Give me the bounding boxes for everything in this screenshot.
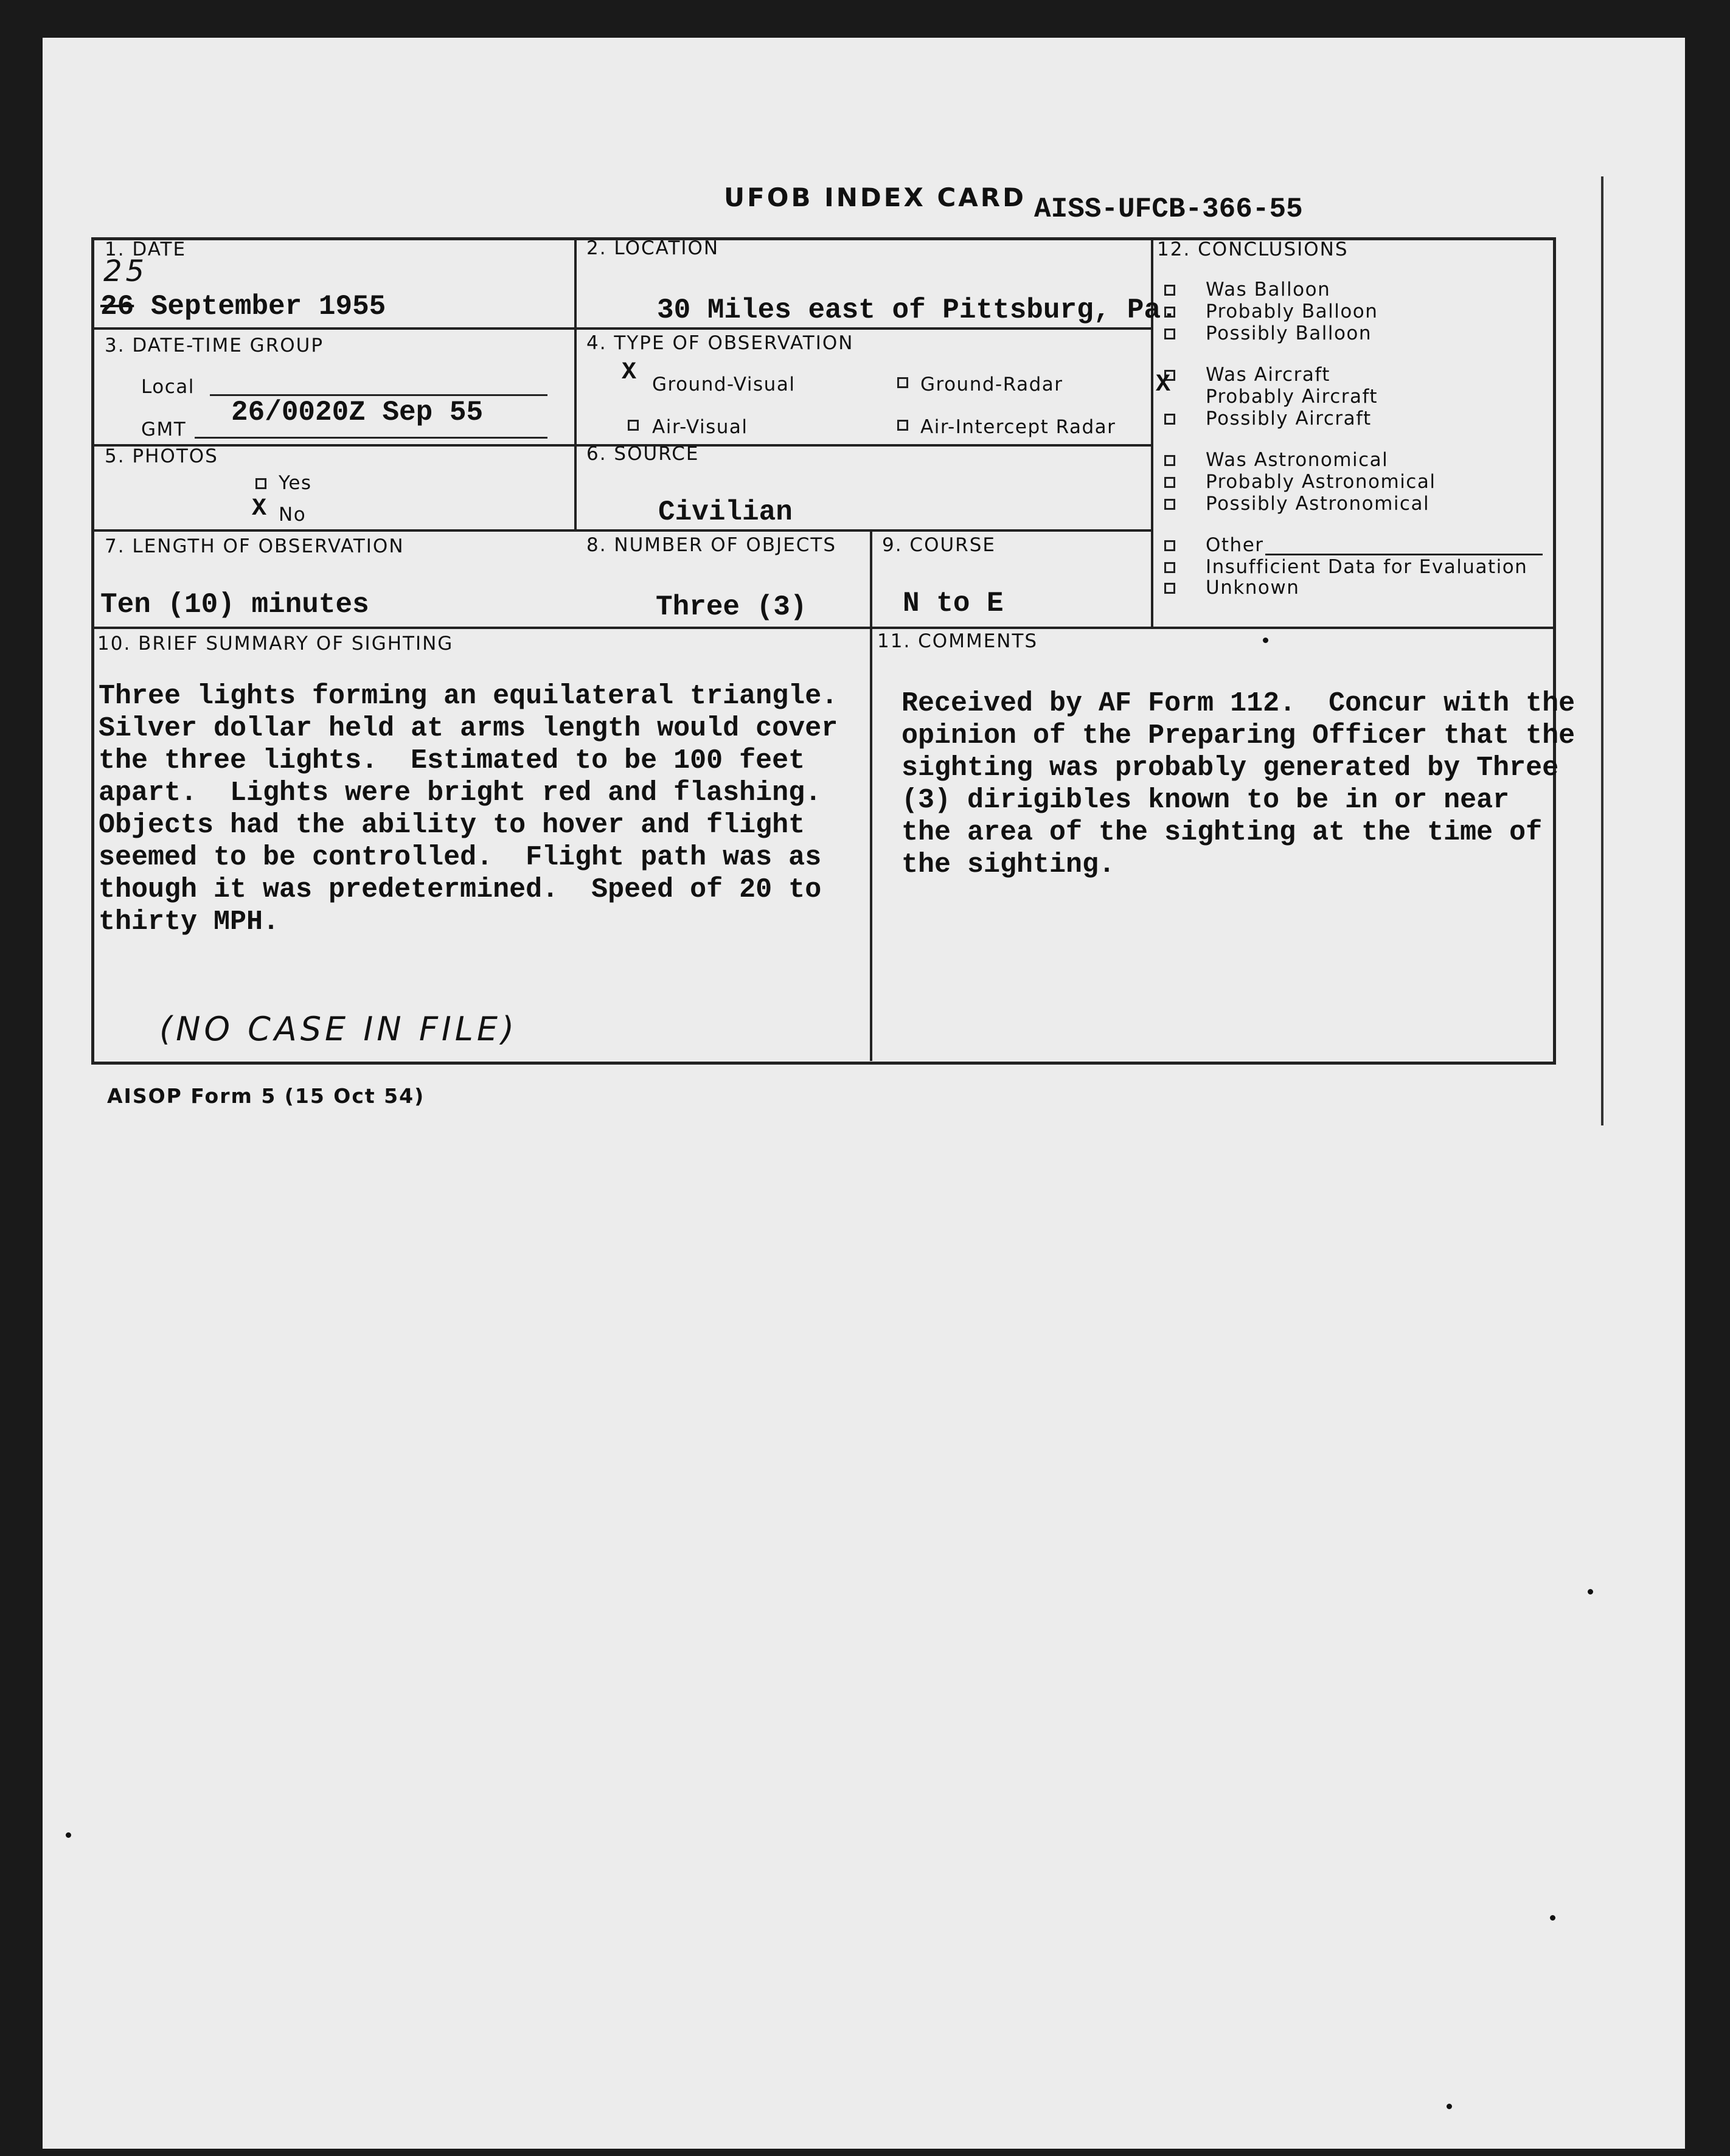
- speck: [1588, 1589, 1593, 1594]
- card-edge: [1601, 176, 1603, 1125]
- photos-yes-checkbox: [255, 478, 266, 489]
- course-label: 9. COURSE: [882, 534, 996, 556]
- card-number: AISS-UFCB-366-55: [1034, 193, 1303, 225]
- air-visual-option: Air-Visual: [652, 416, 748, 438]
- dtg-gmt-line: [195, 437, 547, 439]
- date-struck-day: 26: [100, 291, 134, 322]
- comments-line: the sighting.: [901, 849, 1116, 880]
- speck: [66, 1832, 71, 1838]
- form-id: AISOP Form 5 (15 Oct 54): [107, 1084, 425, 1108]
- divider: [92, 529, 1151, 532]
- divider: [92, 327, 1151, 330]
- conclusion-item: Was Aircraft: [1206, 364, 1330, 386]
- air-visual-checkbox: [628, 420, 639, 431]
- air-intercept-radar-option: Air-Intercept Radar: [920, 416, 1116, 438]
- photos-label: 5. PHOTOS: [105, 445, 218, 467]
- handwritten-note: (NO CASE IN FILE): [159, 1010, 518, 1048]
- comments-line: Received by AF Form 112. Concur with the: [901, 688, 1575, 719]
- air-intercept-radar-checkbox: [897, 420, 908, 431]
- conclusion-item: Probably Aircraft: [1206, 386, 1378, 408]
- source-value: Civilian: [658, 496, 793, 528]
- divider: [92, 627, 1554, 629]
- dtg-local-line: [210, 394, 547, 396]
- conclusion-item: Probably Astronomical: [1206, 471, 1436, 493]
- photos-no-option: No: [279, 504, 307, 526]
- conclusion-item: Possibly Balloon: [1206, 322, 1372, 344]
- conclusion-checkbox: [1164, 455, 1175, 466]
- summary-line: Silver dollar held at arms length would cover: [99, 713, 838, 744]
- comments-line: sighting was probably generated by Three: [901, 753, 1559, 784]
- conclusion-item: Was Balloon: [1206, 279, 1331, 301]
- dtg-gmt-label: GMT: [141, 419, 187, 440]
- objects-value: Three (3): [656, 591, 807, 623]
- card-title: UFOB INDEX CARD: [724, 183, 1027, 212]
- speck: [1263, 638, 1268, 643]
- divider: [870, 530, 872, 628]
- summary-line: thirty MPH.: [99, 906, 280, 937]
- conclusion-checkbox: [1164, 562, 1175, 573]
- comments-text: [901, 687, 1575, 881]
- objects-label: 8. NUMBER OF OBJECTS: [586, 534, 837, 556]
- ground-visual-option: Ground-Visual: [652, 374, 796, 395]
- location-value: 30 Miles east of Pittsburg, Pa.: [657, 294, 1178, 326]
- summary-line: seemed to be controlled. Flight path was as: [99, 842, 822, 873]
- conclusion-checkbox: [1164, 329, 1175, 339]
- summary-line: Objects had the ability to hover and flight: [99, 810, 805, 841]
- summary-line: Three lights forming an equilateral triangle.: [99, 681, 838, 712]
- conclusion-checkbox: [1164, 540, 1175, 551]
- summary-label: 10. BRIEF SUMMARY OF SIGHTING: [97, 633, 454, 655]
- conclusion-item: Probably Balloon: [1206, 301, 1378, 322]
- other-line: [1265, 554, 1543, 555]
- conclusion-item: Insufficient Data for Evaluation: [1206, 556, 1528, 578]
- course-value: N to E: [903, 588, 1004, 619]
- probably-aircraft-check-mark: X: [1156, 371, 1171, 398]
- photos-no-check-mark: X: [252, 495, 267, 523]
- date-value: [100, 291, 386, 322]
- conclusion-checkbox: [1164, 499, 1175, 510]
- dtg-gmt-value: 26/0020Z Sep 55: [231, 397, 484, 428]
- conclusion-item: Other: [1206, 534, 1264, 556]
- ground-radar-option: Ground-Radar: [920, 374, 1063, 395]
- date-handwritten-day: 25: [103, 254, 148, 288]
- date-month-year: September 1955: [134, 291, 386, 322]
- conclusions-label: 12. CONCLUSIONS: [1157, 238, 1349, 260]
- conclusion-checkbox: [1164, 307, 1175, 318]
- length-value: Ten (10) minutes: [100, 589, 369, 621]
- date-label: 1. DATE: [105, 238, 187, 260]
- comments-line: the area of the sighting at the time of: [901, 817, 1543, 848]
- photos-yes-option: Yes: [279, 472, 312, 494]
- ground-radar-checkbox: [897, 377, 908, 388]
- conclusion-item: Unknown: [1206, 577, 1300, 599]
- conclusion-item: Possibly Aircraft: [1206, 408, 1372, 429]
- summary-line: apart. Lights were bright red and flashing.: [99, 777, 822, 809]
- conclusion-checkbox: [1164, 285, 1175, 296]
- summary-text: [99, 680, 838, 938]
- length-label: 7. LENGTH OF OBSERVATION: [105, 535, 405, 557]
- dtg-label: 3. DATE-TIME GROUP: [105, 335, 324, 356]
- summary-line: the three lights. Estimated to be 100 feet: [99, 745, 805, 776]
- speck: [1550, 1915, 1555, 1921]
- location-label: 2. LOCATION: [586, 237, 720, 259]
- ground-visual-check-mark: X: [622, 359, 637, 386]
- divider: [574, 238, 577, 530]
- conclusion-item: Was Astronomical: [1206, 449, 1389, 471]
- conclusion-checkbox: [1164, 414, 1175, 425]
- comments-line: (3) dirigibles known to be in or near: [901, 785, 1510, 816]
- comments-label: 11. COMMENTS: [877, 630, 1038, 652]
- comments-line: opinion of the Preparing Officer that the: [901, 720, 1575, 751]
- summary-line: though it was predetermined. Speed of 20 to: [99, 874, 822, 905]
- source-label: 6. SOURCE: [586, 443, 700, 465]
- conclusion-item: Possibly Astronomical: [1206, 493, 1430, 515]
- type-obs-label: 4. TYPE OF OBSERVATION: [586, 332, 854, 354]
- conclusion-checkbox: [1164, 477, 1175, 488]
- dtg-local-label: Local: [141, 376, 195, 398]
- conclusion-checkbox: [1164, 583, 1175, 594]
- speck: [1447, 2104, 1452, 2109]
